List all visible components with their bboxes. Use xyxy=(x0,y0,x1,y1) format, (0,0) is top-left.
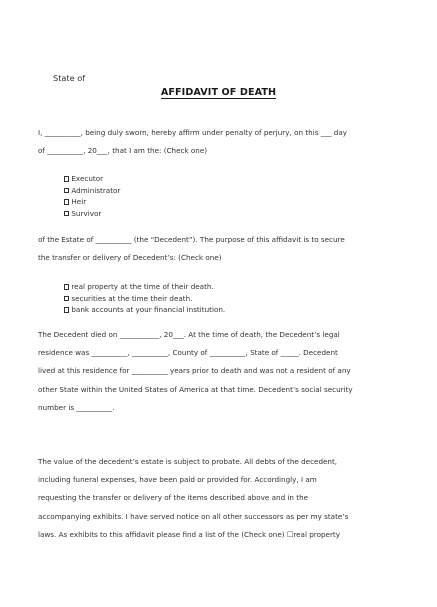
role-label: Executor xyxy=(71,174,104,183)
death-details-line: residence was __________, __________, County of __________, State of _____. Decedent xyxy=(38,348,338,358)
checkbox-icon[interactable] xyxy=(64,176,69,182)
role-label: Administrator xyxy=(71,185,121,195)
role-option-administrator[interactable] xyxy=(64,185,120,197)
estate-paragraph xyxy=(38,231,406,267)
death-details-line: number is __________. xyxy=(38,402,115,412)
estate-value-line: requesting the transfer or delivery of the items described above and in the xyxy=(38,493,309,503)
asset-option-securities[interactable] xyxy=(64,293,225,305)
checkbox-icon[interactable] xyxy=(64,284,69,290)
estate-line: of the Estate of __________ (the “Decedent”). The purpose of this affidavit is to secure xyxy=(38,235,345,244)
state-line: State of xyxy=(53,73,86,83)
role-option-executor[interactable] xyxy=(64,173,120,185)
estate-line: the transfer or delivery of Decedent’s: (Check one) xyxy=(38,253,222,263)
checkbox-icon[interactable] xyxy=(64,296,69,302)
intro-line: I, __________, being duly sworn, hereby affirm under penalty of perjury, on this ___ day xyxy=(38,128,348,137)
role-option-heir[interactable] xyxy=(64,196,120,208)
asset-label: securities at the time their death. xyxy=(71,293,193,303)
death-details-line: lived at this residence for __________ years prior to death and was not a resident of any xyxy=(38,366,351,376)
role-checklist xyxy=(64,173,120,219)
asset-option-bank-accounts[interactable] xyxy=(64,304,225,316)
document-title xyxy=(0,87,437,98)
asset-label: real property at the time of their death. xyxy=(71,282,214,291)
asset-label: bank accounts at your financial institution. xyxy=(71,305,226,315)
estate-value-line: accompanying exhibits. I have served notice on all other successors as per my state’s xyxy=(38,511,349,521)
role-label: Survivor xyxy=(71,208,102,218)
checkbox-icon[interactable] xyxy=(64,188,69,194)
death-details-paragraph xyxy=(38,326,406,417)
asset-checklist xyxy=(64,281,225,316)
role-label: Heir xyxy=(71,197,87,207)
intro-paragraph xyxy=(38,124,406,160)
document-title-text: AFFIDAVIT OF DEATH xyxy=(160,87,277,98)
role-option-survivor[interactable] xyxy=(64,208,120,220)
estate-value-line: including funeral expenses, have been paid or provided for. Accordingly, I am xyxy=(38,475,317,485)
asset-option-real-property[interactable] xyxy=(64,281,225,293)
estate-value-line: laws. As exhibits to this affidavit please find a list of the (Check one) ☐real property xyxy=(38,529,340,539)
checkbox-icon[interactable] xyxy=(64,199,69,205)
intro-line: of __________, 20___, that I am the: (Check one) xyxy=(38,146,208,156)
death-details-line: The Decedent died on ___________, 20___. At the time of death, the Decedent’s legal xyxy=(38,330,340,339)
checkbox-icon[interactable] xyxy=(64,211,69,217)
death-details-line: other State within the United States of America at that time. Decedent’s social security xyxy=(38,384,353,394)
estate-value-line: The value of the decedent’s estate is subject to probate. All debts of the decedent, xyxy=(38,457,338,466)
estate-value-paragraph xyxy=(38,453,406,544)
checkbox-icon[interactable] xyxy=(64,307,69,313)
